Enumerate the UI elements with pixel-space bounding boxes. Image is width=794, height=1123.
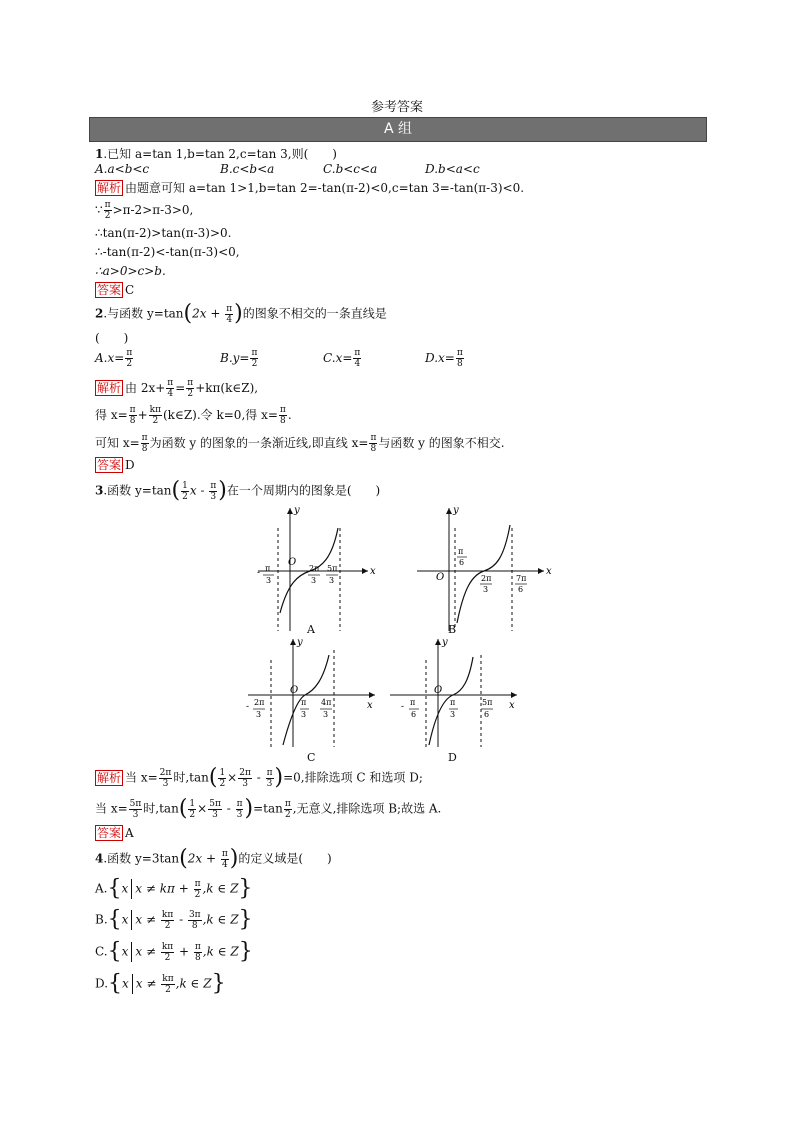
q3-analysis-1 <box>95 767 423 789</box>
fraction <box>284 799 292 820</box>
y-label: y <box>294 505 300 516</box>
tick-den: 3 <box>483 585 489 594</box>
frac-num: π <box>167 378 174 388</box>
fraction <box>186 378 194 399</box>
tick-num: π <box>301 698 307 707</box>
fraction <box>188 910 202 931</box>
frac-num: π <box>126 348 133 358</box>
q1-option-b: B.c<b<a <box>220 162 275 176</box>
paren-open: ( <box>179 846 188 871</box>
tick-den: 3 <box>450 710 456 719</box>
answer-tag: 答案 <box>97 283 122 297</box>
q1-option-c: C.b<c<a <box>323 162 378 176</box>
frac-num: kπ <box>149 405 161 415</box>
frac-num: kπ <box>161 941 174 952</box>
fraction <box>194 942 202 963</box>
tick-num: π <box>458 547 464 556</box>
graph-b <box>412 503 552 638</box>
q1-s1-pre: ∵ <box>95 203 103 217</box>
tick-num: 2π <box>254 698 265 707</box>
page-title: 参考答案 <box>370 100 423 115</box>
x-label: x <box>509 700 515 711</box>
answer-tag: 答案 <box>97 458 122 472</box>
fraction <box>369 433 377 454</box>
q4-stem-in: 2x + <box>187 851 220 866</box>
y-axis-arrow-icon <box>287 508 293 514</box>
q4-stem-post: 的定义域是( ) <box>238 851 332 866</box>
graph-d <box>385 635 525 750</box>
frac-den: 8 <box>191 920 198 931</box>
fraction <box>353 348 361 369</box>
tick-num: 4π <box>321 698 332 707</box>
frac-den: 8 <box>370 444 377 454</box>
q3-a2-post: ,无意义,排除选项 B;故选 A. <box>292 801 442 816</box>
frac-num: π <box>251 348 258 358</box>
brace-close: } <box>211 971 226 996</box>
set-var: x <box>122 976 129 991</box>
tick-den: 6 <box>518 585 524 594</box>
q1-s1-post: >π-2>π-3>0, <box>112 203 194 217</box>
frac-num: 2π <box>239 767 251 778</box>
q1-step-3: ∴-tan(π-2)<-tan(π-3)<0, <box>95 245 240 259</box>
tick-den: 3 <box>301 710 307 719</box>
fraction <box>238 768 252 789</box>
set-var: x <box>121 944 129 959</box>
frac-num: 1 <box>182 480 188 491</box>
set-bar <box>132 974 133 994</box>
frac-den: 2 <box>251 359 258 369</box>
q1-step-2: ∴tan(π-2)>tan(π-3)>0. <box>95 226 232 240</box>
fraction <box>194 879 202 900</box>
frac-num: π <box>456 348 463 358</box>
q4-option-c <box>95 941 253 963</box>
q1-option-a: A.a<b<c <box>95 162 150 176</box>
frac-den: 8 <box>129 416 136 426</box>
q4-stem-pre: .函数 y=3tan <box>103 851 180 866</box>
opt-label: D. <box>95 976 109 991</box>
x-axis-arrow-icon <box>538 568 544 574</box>
paren-close: ) <box>274 765 284 790</box>
fraction <box>129 799 143 820</box>
set-bar <box>131 942 132 962</box>
frac-den: 2 <box>189 809 196 820</box>
q3-answer <box>95 825 134 841</box>
frac-num: π <box>266 767 273 778</box>
frac-num: 5π <box>209 798 221 809</box>
q3-a1-post: =0,排除选项 C 和选项 D; <box>283 770 423 785</box>
tick-den: 6 <box>484 710 490 719</box>
graph-d-label: D <box>448 751 457 764</box>
origin-label: O <box>436 572 445 583</box>
fraction <box>159 768 173 789</box>
fraction <box>141 433 149 454</box>
origin-label: O <box>434 685 443 696</box>
frac-den: 2 <box>187 389 194 399</box>
analysis-tag: 解析 <box>97 770 122 785</box>
y-axis-arrow-icon <box>435 639 441 645</box>
tick-den: 6 <box>411 710 417 719</box>
opt-label: C.x= <box>323 351 353 365</box>
brace-close: } <box>238 876 253 901</box>
frac-den: 3 <box>236 809 243 820</box>
frac-den: 3 <box>162 778 169 789</box>
brace-close: } <box>238 939 253 964</box>
q2-a1-mid: = <box>175 381 186 395</box>
set-mid: - <box>175 912 187 927</box>
q1-step-1 <box>95 200 193 221</box>
frac-num: π <box>221 848 228 859</box>
x-label: x <box>370 566 376 577</box>
minus-sign: - <box>222 801 235 816</box>
tick-minus: - <box>246 702 250 712</box>
q2-analysis-1 <box>95 378 258 399</box>
frac-den: 3 <box>210 491 217 502</box>
brace-close: } <box>238 907 253 932</box>
fraction <box>236 799 244 820</box>
q4-option-b <box>95 909 253 931</box>
frac-den: 2 <box>104 211 111 221</box>
frac-den: 2 <box>152 416 159 426</box>
fraction <box>149 405 162 426</box>
frac-den: 3 <box>212 809 218 820</box>
x-axis-arrow-icon <box>511 692 517 698</box>
fraction <box>208 799 222 820</box>
analysis-tag: 解析 <box>97 381 122 395</box>
opt-label: B. <box>95 912 108 927</box>
brace-open: { <box>107 876 122 901</box>
q4-stem <box>95 848 332 870</box>
frac-num: π <box>129 405 136 415</box>
q2-option-b <box>220 348 259 369</box>
group-header-bar: A 组 <box>89 117 707 142</box>
tick-den: 6 <box>459 558 465 567</box>
frac-den: 2 <box>164 952 171 963</box>
frac-num: π <box>370 433 377 443</box>
paren-open: ( <box>208 765 218 790</box>
q3-a1-pre: 当 x= <box>125 770 158 785</box>
q1-analysis <box>95 180 524 196</box>
frac-den: 2 <box>219 778 226 789</box>
q1-option-d: D.b<a<c <box>425 162 480 176</box>
paren-open: ( <box>178 796 188 821</box>
q2-analysis-3 <box>95 433 505 454</box>
q1-step-4: ∴a>0>c>b. <box>95 264 166 278</box>
fraction <box>250 348 258 369</box>
fraction <box>279 405 287 426</box>
set-end: ,k ∈ Z <box>175 976 212 991</box>
frac-num: 5π <box>129 798 142 809</box>
q2-answer <box>95 457 135 473</box>
times-sign: × <box>227 770 238 785</box>
set-bar <box>131 879 132 899</box>
frac-den: 8 <box>194 952 201 963</box>
frac-den: 4 <box>221 859 228 870</box>
graph-c-label: C <box>307 751 316 764</box>
fraction <box>209 481 217 502</box>
frac-num: π <box>284 798 291 809</box>
frac-den: 4 <box>226 314 233 325</box>
graph-c <box>243 635 383 750</box>
set-var: x <box>121 912 129 927</box>
q2-a2-pre: 得 x= <box>95 408 128 422</box>
paren-close: ) <box>218 478 227 503</box>
paren-open: ( <box>183 301 193 326</box>
frac-num: π <box>236 798 243 809</box>
q2-a1-pre: 由 2x+ <box>125 381 166 395</box>
q3-analysis-2 <box>95 798 441 820</box>
frac-den: 3 <box>266 778 273 789</box>
frac-den: 4 <box>167 389 174 399</box>
tick-num: π <box>450 698 456 707</box>
frac-den: 8 <box>456 359 463 369</box>
q3-x-minus: x - <box>189 483 209 498</box>
tick-minus: - <box>257 568 261 578</box>
x-axis-arrow-icon <box>362 568 368 574</box>
fraction <box>104 200 112 221</box>
q2-a2-mid: + <box>137 408 148 422</box>
frac-num: kπ <box>161 909 174 920</box>
brace-open: { <box>107 907 122 932</box>
analysis-tag: 解析 <box>97 181 122 195</box>
frac-num: π <box>104 200 111 210</box>
q3-a2-eq: =tan <box>253 801 283 816</box>
tick-den: 3 <box>311 576 317 585</box>
tick-num: π <box>410 698 416 707</box>
frac-num: π <box>279 405 286 415</box>
x-axis-arrow-icon <box>369 692 375 698</box>
set-end: ,k ∈ Z <box>202 944 239 959</box>
tick-num: 7π <box>516 574 527 583</box>
frac-num: π <box>187 378 194 388</box>
fraction <box>181 481 189 502</box>
frac-den: 2 <box>194 889 201 900</box>
answer-tag: 答案 <box>97 826 122 840</box>
q4-option-d <box>95 973 226 995</box>
origin-label: O <box>290 685 299 696</box>
set-mid: + <box>175 944 193 959</box>
fraction <box>221 849 229 870</box>
tick-den: 3 <box>266 576 272 585</box>
times-sign: × <box>197 801 208 816</box>
q2-a3-post: 与函数 y 的图象不相交. <box>378 436 505 450</box>
y-axis-arrow-icon <box>290 639 296 645</box>
frac-den: 2 <box>182 491 188 502</box>
paren-open: ( <box>171 478 181 503</box>
q2-stem-pre: .与函数 y=tan <box>103 306 184 321</box>
q2-a3-pre: 可知 x= <box>95 436 140 450</box>
frac-den: 2 <box>284 809 291 820</box>
opt-label: D.x= <box>425 351 455 365</box>
set-bar <box>131 910 132 930</box>
graph-b-label: B <box>448 623 457 636</box>
tick-den: 3 <box>256 710 262 719</box>
q3-answer-value: A <box>125 826 134 840</box>
fraction <box>218 768 226 789</box>
y-axis-arrow-icon <box>446 508 452 514</box>
frac-num: π <box>226 303 233 314</box>
q2-stem <box>95 303 387 325</box>
opt-label: A. <box>95 881 108 896</box>
tick-num: 5π <box>327 564 338 573</box>
q2-analysis-2 <box>95 405 292 426</box>
brace-open: { <box>107 939 122 964</box>
fraction <box>129 405 137 426</box>
q1-answer <box>95 282 134 298</box>
fraction <box>125 348 133 369</box>
fraction <box>161 910 174 931</box>
q2-a1-post: +kπ(k∈Z), <box>195 381 259 395</box>
tick-den: 3 <box>329 576 335 585</box>
tick-num: 2π <box>481 574 492 583</box>
q3-stem-post: 在一个周期内的图象是( ) <box>226 483 381 498</box>
frac-num: π <box>141 433 148 443</box>
fraction <box>456 348 464 369</box>
graph-a <box>250 503 380 638</box>
paren-close: ) <box>244 796 254 821</box>
q3-number: 3 <box>95 483 104 498</box>
y-label: y <box>442 637 448 648</box>
fraction <box>161 942 174 963</box>
q2-option-d <box>425 348 465 369</box>
set-body: x ≠ kπ + <box>135 881 193 896</box>
x-label: x <box>367 700 373 711</box>
fraction <box>225 304 233 325</box>
frac-den: 4 <box>354 359 361 369</box>
q1-analysis-text: 由题意可知 a=tan 1>1,b=tan 2=-tan(π-2)<0,c=tan 3=-tan(π-3)<0. <box>125 181 525 195</box>
set-body: x ≠ <box>135 976 161 991</box>
frac-den: 3 <box>132 809 139 820</box>
frac-num: π <box>354 348 361 358</box>
q3-stem <box>95 480 380 502</box>
q4-number: 4 <box>95 851 104 866</box>
frac-den: 2 <box>126 359 133 369</box>
frac-den: 8 <box>280 416 286 426</box>
fraction <box>188 799 196 820</box>
set-var: x <box>121 881 129 896</box>
tick-num: 5π <box>482 698 493 707</box>
frac-den: 3 <box>242 778 248 789</box>
fraction <box>166 378 174 399</box>
opt-label: B.y= <box>220 351 250 365</box>
q3-stem-pre: .函数 y=tan <box>103 483 172 498</box>
q2-answer-value: D <box>125 458 135 472</box>
frac-num: 1 <box>219 767 226 778</box>
x-label: x <box>546 566 552 577</box>
paren-close: ) <box>234 301 243 326</box>
minus-sign: - <box>252 770 265 785</box>
opt-label: C. <box>95 944 108 959</box>
brace-open: { <box>108 971 123 996</box>
q2-blank: ( ) <box>95 331 129 345</box>
q1-stem <box>95 146 337 162</box>
graph-a-label: A <box>307 623 315 636</box>
frac-den: 2 <box>165 984 171 995</box>
frac-num: 1 <box>189 798 196 809</box>
frac-num: π <box>194 941 201 952</box>
q2-a2-end: . <box>287 408 292 422</box>
q1-answer-value: C <box>125 283 135 297</box>
set-end: ,k ∈ Z <box>202 881 239 896</box>
q2-a3-mid: 为函数 y 的图象的一条渐近线,即直线 x= <box>149 436 369 450</box>
frac-num: π <box>194 878 201 889</box>
q3-a2-pre: 当 x= <box>95 801 128 816</box>
tick-num: 2π <box>309 564 320 573</box>
y-label: y <box>297 637 303 648</box>
fraction <box>161 974 174 995</box>
q2-option-c <box>323 348 362 369</box>
set-body: x ≠ <box>135 944 160 959</box>
q1-stem-text: .已知 a=tan 1,b=tan 2,c=tan 3,则( ) <box>103 147 337 161</box>
frac-num: 3π <box>188 909 201 920</box>
origin-label: O <box>288 557 297 568</box>
q2-a2-post: (k∈Z).令 k=0,得 x= <box>163 408 278 422</box>
tick-num: π <box>265 564 271 573</box>
set-body: x ≠ <box>135 912 160 927</box>
q1-number: 1 <box>95 147 104 161</box>
frac-num: kπ <box>162 973 174 984</box>
frac-num: 2π <box>159 767 172 778</box>
frac-num: π <box>210 480 217 491</box>
tick-den: 3 <box>323 710 329 719</box>
y-label: y <box>453 505 459 516</box>
q4-option-a <box>95 878 252 900</box>
q2-option-a <box>95 348 134 369</box>
q3-a1-mid: 时,tan <box>173 770 209 785</box>
opt-label: A.x= <box>95 351 125 365</box>
set-end: ,k ∈ Z <box>202 912 239 927</box>
frac-den: 2 <box>164 920 171 931</box>
paren-close: ) <box>229 846 239 871</box>
frac-den: 8 <box>141 444 148 454</box>
q2-stem-post: 的图象不相交的一条直线是 <box>242 306 387 321</box>
q3-a2-mid: 时,tan <box>143 801 179 816</box>
q2-stem-in: 2x + <box>192 306 225 321</box>
q2-number: 2 <box>95 306 104 321</box>
tick-minus: - <box>401 702 405 712</box>
fraction <box>266 768 274 789</box>
